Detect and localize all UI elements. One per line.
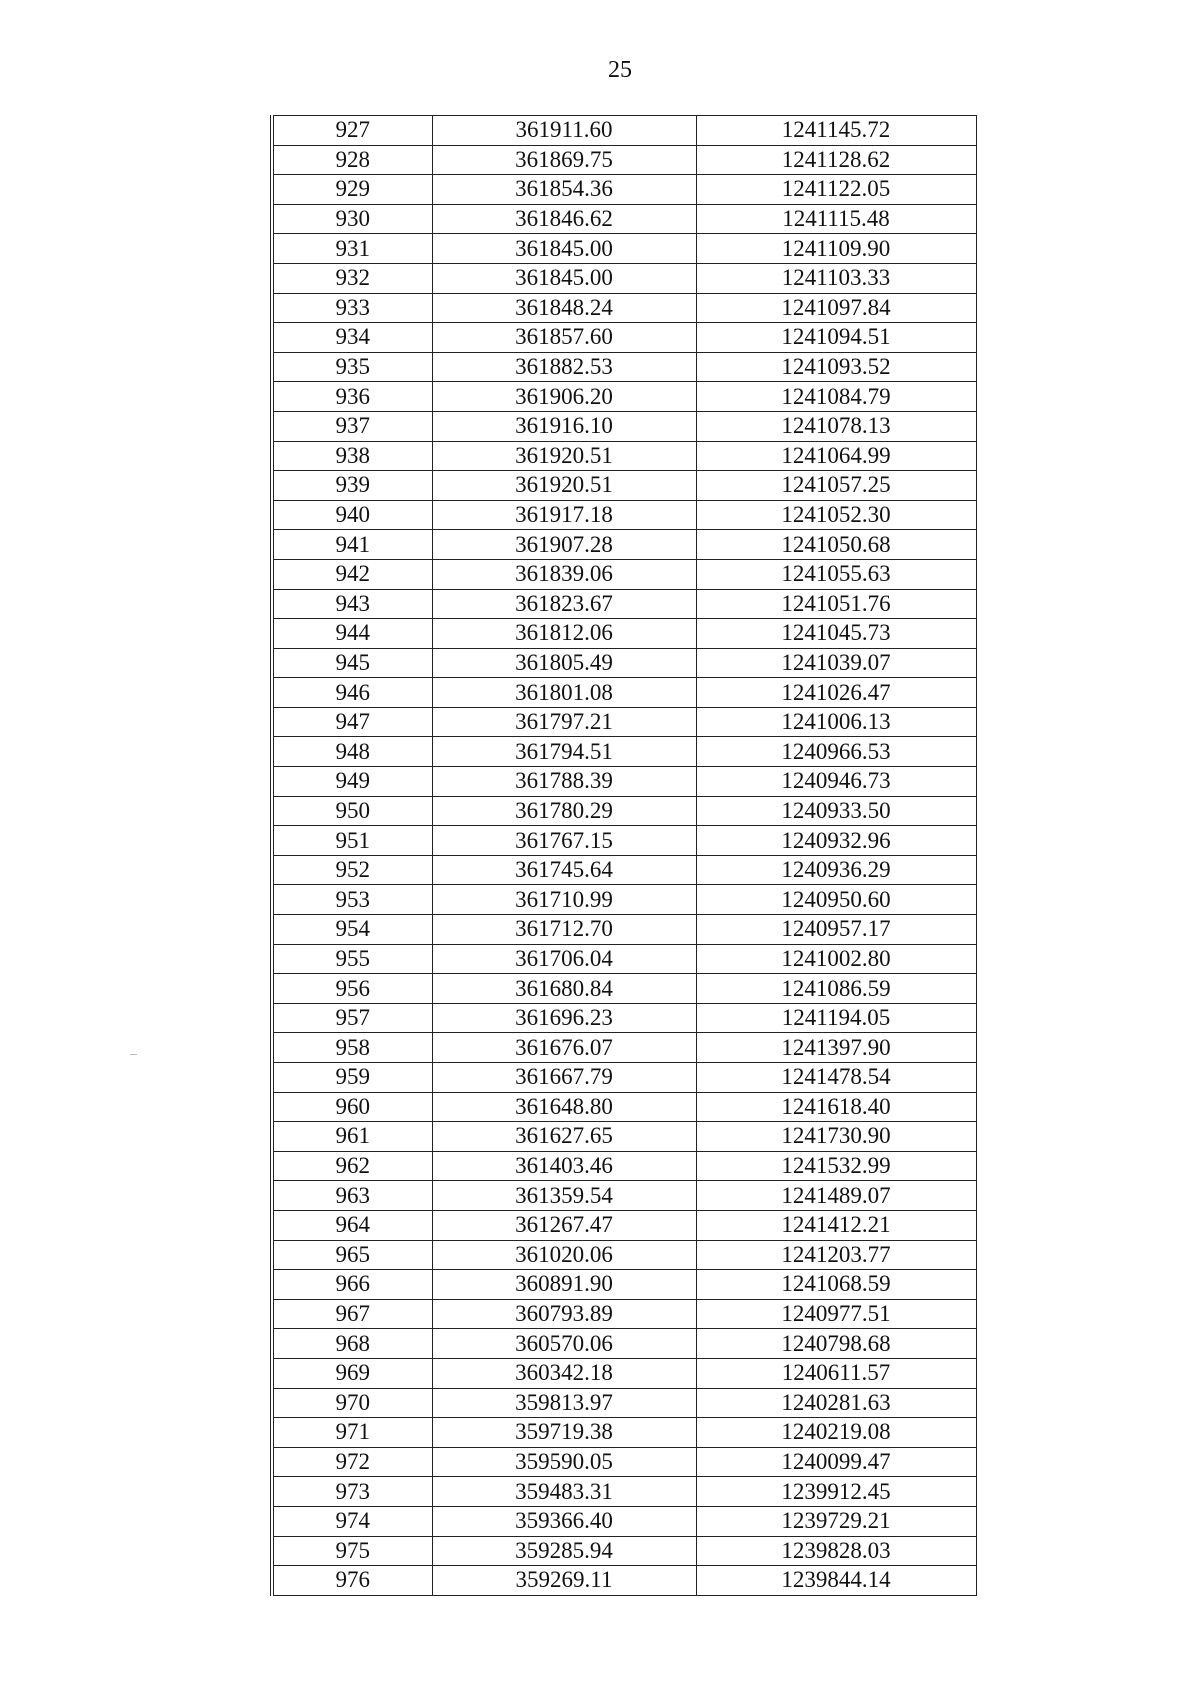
table-row bbox=[272, 1329, 976, 1359]
point-number-cell: 955 bbox=[272, 944, 432, 974]
table-row bbox=[272, 944, 976, 974]
y-coordinate-cell: 1240936.29 bbox=[696, 855, 976, 885]
x-coordinate-cell: 361780.29 bbox=[432, 796, 696, 826]
y-coordinate-cell: 1241057.25 bbox=[696, 471, 976, 501]
y-coordinate-cell: 1239729.21 bbox=[696, 1506, 976, 1536]
point-number-cell: 930 bbox=[272, 204, 432, 234]
point-number-cell: 957 bbox=[272, 1003, 432, 1033]
x-coordinate-cell: 361907.28 bbox=[432, 530, 696, 560]
point-number-cell: 967 bbox=[272, 1299, 432, 1329]
point-number-cell: 927 bbox=[272, 116, 432, 146]
x-coordinate-cell: 361267.47 bbox=[432, 1210, 696, 1240]
point-number-cell: 935 bbox=[272, 352, 432, 382]
point-number-cell: 928 bbox=[272, 145, 432, 175]
table-row bbox=[272, 204, 976, 234]
y-coordinate-cell: 1241064.99 bbox=[696, 441, 976, 471]
x-coordinate-cell: 361788.39 bbox=[432, 767, 696, 797]
point-number-cell: 976 bbox=[272, 1566, 432, 1596]
table-row bbox=[272, 263, 976, 293]
table-row bbox=[272, 1003, 976, 1033]
table-row bbox=[272, 974, 976, 1004]
x-coordinate-cell: 361839.06 bbox=[432, 559, 696, 589]
y-coordinate-cell: 1241194.05 bbox=[696, 1003, 976, 1033]
x-coordinate-cell: 359719.38 bbox=[432, 1418, 696, 1448]
x-coordinate-cell: 361920.51 bbox=[432, 441, 696, 471]
table-row bbox=[272, 1506, 976, 1536]
y-coordinate-cell: 1241094.51 bbox=[696, 323, 976, 353]
table-row bbox=[272, 1270, 976, 1300]
table-row bbox=[272, 678, 976, 708]
table-row bbox=[272, 855, 976, 885]
point-number-cell: 941 bbox=[272, 530, 432, 560]
x-coordinate-cell: 361917.18 bbox=[432, 500, 696, 530]
table-row bbox=[272, 559, 976, 589]
point-number-cell: 972 bbox=[272, 1447, 432, 1477]
x-coordinate-cell: 361812.06 bbox=[432, 619, 696, 649]
point-number-cell: 952 bbox=[272, 855, 432, 885]
x-coordinate-cell: 361823.67 bbox=[432, 589, 696, 619]
table-row bbox=[272, 352, 976, 382]
table-row bbox=[272, 1566, 976, 1596]
table-row bbox=[272, 648, 976, 678]
table-row bbox=[272, 826, 976, 856]
table-row bbox=[272, 1299, 976, 1329]
point-number-cell: 958 bbox=[272, 1033, 432, 1063]
table-row bbox=[272, 1092, 976, 1122]
point-number-cell: 948 bbox=[272, 737, 432, 767]
point-number-cell: 936 bbox=[272, 382, 432, 412]
x-coordinate-cell: 361857.60 bbox=[432, 323, 696, 353]
y-coordinate-cell: 1241051.76 bbox=[696, 589, 976, 619]
x-coordinate-cell: 360570.06 bbox=[432, 1329, 696, 1359]
point-number-cell: 959 bbox=[272, 1063, 432, 1093]
y-coordinate-cell: 1239912.45 bbox=[696, 1477, 976, 1507]
x-coordinate-cell: 359366.40 bbox=[432, 1506, 696, 1536]
y-coordinate-cell: 1239828.03 bbox=[696, 1536, 976, 1566]
table-row bbox=[272, 234, 976, 264]
point-number-cell: 961 bbox=[272, 1122, 432, 1152]
y-coordinate-cell: 1241002.80 bbox=[696, 944, 976, 974]
margin-mark bbox=[130, 1054, 137, 1055]
table-row bbox=[272, 1240, 976, 1270]
table-row bbox=[272, 767, 976, 797]
table-row bbox=[272, 116, 976, 146]
y-coordinate-cell: 1240933.50 bbox=[696, 796, 976, 826]
point-number-cell: 947 bbox=[272, 707, 432, 737]
y-coordinate-cell: 1241068.59 bbox=[696, 1270, 976, 1300]
table-row bbox=[272, 1477, 976, 1507]
y-coordinate-cell: 1240611.57 bbox=[696, 1358, 976, 1388]
y-coordinate-cell: 1241145.72 bbox=[696, 116, 976, 146]
x-coordinate-cell: 361845.00 bbox=[432, 234, 696, 264]
y-coordinate-cell: 1240977.51 bbox=[696, 1299, 976, 1329]
x-coordinate-cell: 361854.36 bbox=[432, 175, 696, 205]
y-coordinate-cell: 1241045.73 bbox=[696, 619, 976, 649]
table-row bbox=[272, 1536, 976, 1566]
point-number-cell: 931 bbox=[272, 234, 432, 264]
coordinates-table-body bbox=[272, 116, 976, 1596]
x-coordinate-cell: 361846.62 bbox=[432, 204, 696, 234]
x-coordinate-cell: 361403.46 bbox=[432, 1151, 696, 1181]
point-number-cell: 953 bbox=[272, 885, 432, 915]
y-coordinate-cell: 1240957.17 bbox=[696, 915, 976, 945]
page-number: 25 bbox=[608, 57, 632, 83]
y-coordinate-cell: 1241006.13 bbox=[696, 707, 976, 737]
table-row bbox=[272, 500, 976, 530]
point-number-cell: 946 bbox=[272, 678, 432, 708]
x-coordinate-cell: 361869.75 bbox=[432, 145, 696, 175]
point-number-cell: 963 bbox=[272, 1181, 432, 1211]
y-coordinate-cell: 1240966.53 bbox=[696, 737, 976, 767]
x-coordinate-cell: 359483.31 bbox=[432, 1477, 696, 1507]
point-number-cell: 962 bbox=[272, 1151, 432, 1181]
x-coordinate-cell: 361696.23 bbox=[432, 1003, 696, 1033]
point-number-cell: 943 bbox=[272, 589, 432, 619]
table-row bbox=[272, 382, 976, 412]
table-row bbox=[272, 1388, 976, 1418]
x-coordinate-cell: 360793.89 bbox=[432, 1299, 696, 1329]
point-number-cell: 950 bbox=[272, 796, 432, 826]
x-coordinate-cell: 361801.08 bbox=[432, 678, 696, 708]
point-number-cell: 951 bbox=[272, 826, 432, 856]
table-row bbox=[272, 441, 976, 471]
point-number-cell: 973 bbox=[272, 1477, 432, 1507]
y-coordinate-cell: 1241093.52 bbox=[696, 352, 976, 382]
table-row bbox=[272, 1447, 976, 1477]
point-number-cell: 975 bbox=[272, 1536, 432, 1566]
y-coordinate-cell: 1241097.84 bbox=[696, 293, 976, 323]
y-coordinate-cell: 1241532.99 bbox=[696, 1151, 976, 1181]
table-row bbox=[272, 1210, 976, 1240]
point-number-cell: 968 bbox=[272, 1329, 432, 1359]
table-row bbox=[272, 707, 976, 737]
y-coordinate-cell: 1241115.48 bbox=[696, 204, 976, 234]
table-row bbox=[272, 1358, 976, 1388]
y-coordinate-cell: 1241055.63 bbox=[696, 559, 976, 589]
y-coordinate-cell: 1240946.73 bbox=[696, 767, 976, 797]
point-number-cell: 942 bbox=[272, 559, 432, 589]
table-row bbox=[272, 1033, 976, 1063]
x-coordinate-cell: 361745.64 bbox=[432, 855, 696, 885]
x-coordinate-cell: 361667.79 bbox=[432, 1063, 696, 1093]
point-number-cell: 966 bbox=[272, 1270, 432, 1300]
point-number-cell: 929 bbox=[272, 175, 432, 205]
point-number-cell: 932 bbox=[272, 263, 432, 293]
y-coordinate-cell: 1241730.90 bbox=[696, 1122, 976, 1152]
y-coordinate-cell: 1241203.77 bbox=[696, 1240, 976, 1270]
x-coordinate-cell: 361706.04 bbox=[432, 944, 696, 974]
table-row bbox=[272, 619, 976, 649]
x-coordinate-cell: 359285.94 bbox=[432, 1536, 696, 1566]
table-row bbox=[272, 796, 976, 826]
point-number-cell: 945 bbox=[272, 648, 432, 678]
x-coordinate-cell: 361359.54 bbox=[432, 1181, 696, 1211]
table-row bbox=[272, 1063, 976, 1093]
table-row bbox=[272, 915, 976, 945]
point-number-cell: 960 bbox=[272, 1092, 432, 1122]
x-coordinate-cell: 359590.05 bbox=[432, 1447, 696, 1477]
table-row bbox=[272, 737, 976, 767]
x-coordinate-cell: 360342.18 bbox=[432, 1358, 696, 1388]
table-row bbox=[272, 1418, 976, 1448]
y-coordinate-cell: 1241412.21 bbox=[696, 1210, 976, 1240]
table-row bbox=[272, 589, 976, 619]
point-number-cell: 934 bbox=[272, 323, 432, 353]
table-row bbox=[272, 471, 976, 501]
table-row bbox=[272, 323, 976, 353]
point-number-cell: 949 bbox=[272, 767, 432, 797]
y-coordinate-cell: 1240798.68 bbox=[696, 1329, 976, 1359]
y-coordinate-cell: 1241618.40 bbox=[696, 1092, 976, 1122]
point-number-cell: 933 bbox=[272, 293, 432, 323]
point-number-cell: 969 bbox=[272, 1358, 432, 1388]
x-coordinate-cell: 361020.06 bbox=[432, 1240, 696, 1270]
x-coordinate-cell: 361882.53 bbox=[432, 352, 696, 382]
y-coordinate-cell: 1241489.07 bbox=[696, 1181, 976, 1211]
table-row bbox=[272, 1181, 976, 1211]
y-coordinate-cell: 1240932.96 bbox=[696, 826, 976, 856]
x-coordinate-cell: 361680.84 bbox=[432, 974, 696, 1004]
point-number-cell: 944 bbox=[272, 619, 432, 649]
y-coordinate-cell: 1240950.60 bbox=[696, 885, 976, 915]
x-coordinate-cell: 361712.70 bbox=[432, 915, 696, 945]
table-row bbox=[272, 530, 976, 560]
y-coordinate-cell: 1241109.90 bbox=[696, 234, 976, 264]
table-row bbox=[272, 293, 976, 323]
y-coordinate-cell: 1241086.59 bbox=[696, 974, 976, 1004]
x-coordinate-cell: 361767.15 bbox=[432, 826, 696, 856]
x-coordinate-cell: 361710.99 bbox=[432, 885, 696, 915]
y-coordinate-cell: 1240219.08 bbox=[696, 1418, 976, 1448]
point-number-cell: 954 bbox=[272, 915, 432, 945]
point-number-cell: 971 bbox=[272, 1418, 432, 1448]
y-coordinate-cell: 1241478.54 bbox=[696, 1063, 976, 1093]
x-coordinate-cell: 359813.97 bbox=[432, 1388, 696, 1418]
point-number-cell: 938 bbox=[272, 441, 432, 471]
point-number-cell: 937 bbox=[272, 411, 432, 441]
y-coordinate-cell: 1241397.90 bbox=[696, 1033, 976, 1063]
table-row bbox=[272, 145, 976, 175]
point-number-cell: 940 bbox=[272, 500, 432, 530]
x-coordinate-cell: 360891.90 bbox=[432, 1270, 696, 1300]
x-coordinate-cell: 361797.21 bbox=[432, 707, 696, 737]
y-coordinate-cell: 1241052.30 bbox=[696, 500, 976, 530]
x-coordinate-cell: 361794.51 bbox=[432, 737, 696, 767]
x-coordinate-cell: 361906.20 bbox=[432, 382, 696, 412]
table-row bbox=[272, 885, 976, 915]
table-row bbox=[272, 1122, 976, 1152]
y-coordinate-cell: 1241050.68 bbox=[696, 530, 976, 560]
table-row bbox=[272, 411, 976, 441]
x-coordinate-cell: 361805.49 bbox=[432, 648, 696, 678]
x-coordinate-cell: 361845.00 bbox=[432, 263, 696, 293]
y-coordinate-cell: 1241122.05 bbox=[696, 175, 976, 205]
point-number-cell: 974 bbox=[272, 1506, 432, 1536]
x-coordinate-cell: 361911.60 bbox=[432, 116, 696, 146]
x-coordinate-cell: 361676.07 bbox=[432, 1033, 696, 1063]
table-row bbox=[272, 175, 976, 205]
point-number-cell: 970 bbox=[272, 1388, 432, 1418]
x-coordinate-cell: 361920.51 bbox=[432, 471, 696, 501]
point-number-cell: 964 bbox=[272, 1210, 432, 1240]
x-coordinate-cell: 359269.11 bbox=[432, 1566, 696, 1596]
y-coordinate-cell: 1241078.13 bbox=[696, 411, 976, 441]
point-number-cell: 965 bbox=[272, 1240, 432, 1270]
y-coordinate-cell: 1241103.33 bbox=[696, 263, 976, 293]
y-coordinate-cell: 1239844.14 bbox=[696, 1566, 976, 1596]
x-coordinate-cell: 361848.24 bbox=[432, 293, 696, 323]
point-number-cell: 956 bbox=[272, 974, 432, 1004]
x-coordinate-cell: 361648.80 bbox=[432, 1092, 696, 1122]
x-coordinate-cell: 361627.65 bbox=[432, 1122, 696, 1152]
y-coordinate-cell: 1240099.47 bbox=[696, 1447, 976, 1477]
y-coordinate-cell: 1240281.63 bbox=[696, 1388, 976, 1418]
x-coordinate-cell: 361916.10 bbox=[432, 411, 696, 441]
y-coordinate-cell: 1241128.62 bbox=[696, 145, 976, 175]
table-row bbox=[272, 1151, 976, 1181]
point-number-cell: 939 bbox=[272, 471, 432, 501]
y-coordinate-cell: 1241084.79 bbox=[696, 382, 976, 412]
y-coordinate-cell: 1241026.47 bbox=[696, 678, 976, 708]
y-coordinate-cell: 1241039.07 bbox=[696, 648, 976, 678]
coordinates-table bbox=[270, 115, 977, 1596]
